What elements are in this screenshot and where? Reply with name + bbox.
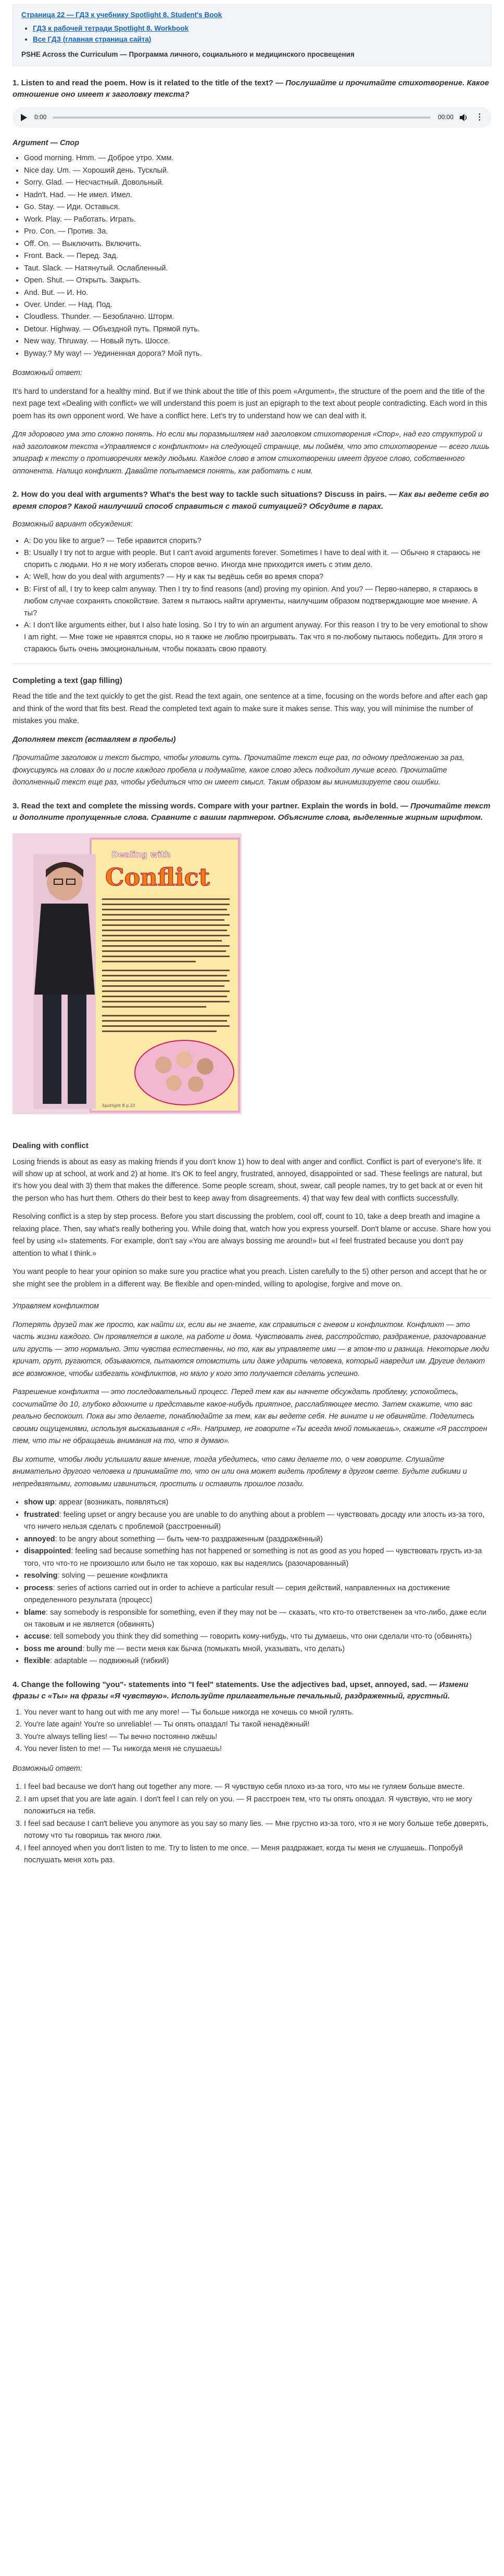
dialogue-line: • A: Do you like to argue? — Тебе нравится спорить? (24, 535, 492, 547)
list-item: • Taut. Slack. — Натянутый. Ослабленный. (24, 263, 492, 275)
more-options-icon[interactable]: ⋮ (475, 112, 483, 122)
glossary-item: • disappointed: feeling sad because something has not happened or something is not as good as you hoped — чувствовать грусть из-за того, что что-то не произошло или было не так хорошо, как вы надеялись (разочарованный) (24, 1545, 492, 1570)
list-item: • Byway.? My way! — Уединенная дорога? Мой путь. (24, 348, 492, 360)
list-item: • Nice day. Um. — Хороший день. Тусклый. (24, 165, 492, 177)
list-item: • Sorry. Glad. — Несчастный. Довольный. (24, 177, 492, 189)
list-item: • Good morning. Hmm. — Доброе утро. Хмм. (24, 152, 492, 164)
dealing-p1: Losing friends is about as easy as making friends if you don't know 1) how to deal with anger and conflict. Conflict is part of everyone's life. It will show up at school, at work and 2) at home. It's OK to feel angry, frustrated, annoyed, disappointed or sad. These feelings are natural, but it's how you deal with 3) them that makes the difference. Some people scream, shout, swear, call people names, try to get back at or even hit the person who has hurt them. Others do their best to keep away from disagreements. 4) that way few deal with conflicts successfully. (12, 1157, 483, 1203)
dealing-p2: Resolving conflict is a step by step process. Before you start discussing the problem, cool off, count to 10, take a deep breath and imagine a relaxing place. Then, say what's really bothering you. While doing that, watch how you express yourself. Don't blame or accuse. Share how you feel by using «I» statements. For example, don't say «You are always bossing me around!» but «I feel frustrated because you don't pay attention to what I think.» (12, 1213, 491, 1258)
list-item: • Pro. Con. — Против. За. (24, 226, 492, 238)
audio-time-start: 0:00 (34, 113, 47, 121)
list-item: 2. You're late again! You're so unreliable! — Ты опять опаздал! Ты такой ненадёжный! (24, 1719, 492, 1731)
q4-answers (12, 1781, 492, 1866)
possible-answer-label: Возможный ответ: (12, 1764, 82, 1773)
top-navigation-box (12, 4, 492, 66)
poem-lines (12, 152, 492, 360)
gap-text: Read the title and the text quickly to get the gist. Read the text again, one sentence at a time, focusing on the words before and after each gap and think of the word that fits best. Read the completed text again to make sure it makes sense. This way, you will minimise the number of mistakes you make. (12, 692, 488, 726)
q2-dialogue (12, 535, 492, 656)
dialogue-line: • A: I don't like arguments either, but I also hate losing. So I try to win an argument anyway. For this reason I try to be very emotional to show I am right. — Мне тоже не нравятся споры, но я также не люблю проигрывать. Так что я по-любому пытаюсь победить. Для этого я стараюсь быть очень эмоциональным, чтобы показать свою правоту. (24, 620, 492, 656)
q2-title: 2. How do you deal with arguments? What's the best way to tackle such situations? Discuss in pairs. (12, 490, 387, 499)
q3-heading (12, 801, 492, 824)
list-item: • Go. Stay. — Иди. Оставься. (24, 201, 492, 213)
gap-heading: Completing a text (gap filling) (12, 676, 122, 685)
possible-answer-label: Возможный ответ: (12, 369, 82, 378)
glossary-item: • blame: say somebody is responsible for something, even if they may not be — сказать, что кто-то ответственен за что-либо, даже если он таковым и не является (обвинять) (24, 1607, 492, 1631)
list-item: 1. I feel bad because we don't hang out together any more. — Я чувствую себя плохо из-за того, что мы не гуляем больше вместе. (24, 1781, 492, 1793)
q4-title-ru: — Измени фразы с «Ты» на фразы «Я чувствую». Используйте прилагательные печальный, раздраженный, грустный. (12, 1680, 469, 1701)
list-item (33, 23, 483, 34)
gap-text-ru: Прочитайте заголовок и текст быстро, чтобы уловить суть. Прочитайте текст еще раз, по одному предложению за раз, фокусируясь на словах до и после каждого пробела и подумайте, какое слово здесь подходит лучше всего. Прочитайте дополненный текст еще раз, чтобы убедиться что он имеет смысл. Таким образом вы минимизируете свои ошибки. (12, 754, 464, 787)
q3-title: 3. Read the text and complete the missing words. Compare with your partner. Explain the words in bold. (12, 801, 398, 810)
answer-1-en: It's hard to understand for a healthy mind. But if we think about the title of this poem «Argument», the structure of the poem and the title of the next page text «Dealing with conflict» we will understand this poem is just an epigraph to the text about people contradicting. Each word in this poem has its own opponent word. We have a conflict here. Let's try to understand how we can deal with it. (12, 387, 487, 420)
list-item: 4. I feel annoyed when you don't listen to me. Try to listen to me once. — Меня раздражает, когда ты меня не слушаешь. Попробуй послушать меня хоть раз. (24, 1843, 492, 1867)
glossary-item: • frustrated: feeling upset or angry because you are unable to do anything about a problem — чувствовать досаду или злость из-за того, что ничего нельзя сделать с проблемой (расстроенный) (24, 1509, 492, 1534)
audio-progress-track[interactable] (53, 117, 431, 119)
manage-p2: Разрешение конфликта — это последовательный процесс. Перед тем как вы начнете обсуждать проблему, успокойтесь, сосчитайте до 10, глубоко вдохните и представьте какое-нибудь приятное, расслабляющее место. Затем скажите, что вас реально беспокоит. Пока вы это делаете, понаблюдайте за тем, как вы ведете себя. Не вините и не обвиняйте. Поделитесь своими ощущениями, используя высказывания с «Я». Например, не говорите «Ты всегда мной помыкаешь», скажите «Я расстроен тем, что ты не обращаешь внимания на то, что я думаю». (12, 1388, 487, 1446)
list-item: 3. You're always telling lies! — Ты вечно постоянно лжёшь! (24, 1731, 492, 1743)
image-caption: Spotlight 8 p.22 (102, 1103, 135, 1108)
image-banner-text: Dealing with (111, 849, 171, 859)
list-item: • Over. Under. — Над. Под. (24, 299, 492, 311)
answer-1-ru: Для здорового ума это сложно понять. Но если мы поразмышляем над заголовком стихотворения «Спор», над его структурой и над заголовком текста «Управляемся с конфликтом» на следующей странице, мы поймём, что это стихотворение — всего лишь эпиграф к тексту о противоречиях между людьми. Каждое слово в этом стихотворении имеет другое слово, собственного оппонента. Налицо конфликт. Давайте попытаемся понять, как работать с ним. (12, 430, 489, 475)
q3-title-ru: — Прочитайте текст и дополните пропущенные слова. Сравните с вашим партнером. Объясните слова, выделенные жирным шрифтом. (12, 801, 490, 822)
volume-icon[interactable] (460, 114, 468, 121)
glossary-item: • accuse: tell somebody you think they did something — говорить кому-нибудь, что ты думаешь, что они сделали что-то (обвинять) (24, 1631, 492, 1643)
q4-title: 4. Change the following "you"- statements into "I feel" statements. Use the adjectives bad, upset, annoyed, sad. (12, 1680, 427, 1689)
top-links-list (21, 23, 483, 45)
list-item: 4. You never listen to me! — Ты никогда меня не слушаешь! (24, 1743, 492, 1755)
glossary-item: • boss me around: bully me — вести меня как бычка (помыкать мной, указывать, что делать) (24, 1643, 492, 1655)
q2-heading (12, 489, 492, 512)
manage-heading: Управляем конфликтом (12, 1302, 99, 1311)
q2-label: Возможный вариант обсуждения: (12, 520, 133, 529)
dealing-heading: Dealing with conflict (12, 1141, 89, 1151)
manage-p3: Вы хотите, чтобы люди услышали ваше мнение, тогда убедитесь, что сами делаете то, о чем говорите. Слушайте внимательно другого человека и принимайте то, что он или она может видеть проблему в другом свете. Будьте гибкими и непредвзятыми, готовыми извиниться, простить и оставить прошлое позади. (12, 1455, 467, 1488)
audio-player (12, 107, 492, 128)
q2-title-ru: — Как вы ведете себя во время споров? Какой наилучший способ справиться с такой ситуацией? Обсудите в парах. (12, 490, 489, 511)
list-item: • And. But. — И. Но. (24, 287, 492, 299)
glossary-item: • annoyed: to be angry about something — быть чем-то раздраженным (раздражённый) (24, 1534, 492, 1545)
section-title: PSHE Across the Curriculum — Программа личного, социального и медицинского просвещения (21, 50, 355, 58)
nav-link-students-book[interactable]: Страница 22 — ГДЗ к учебнику Spotlight 8. Student's Book (21, 11, 222, 19)
poem-title: Argument — Спор (12, 138, 80, 147)
glossary-item: • show up: appear (возникать, появляться) (24, 1497, 492, 1509)
q4-items (12, 1707, 492, 1756)
dialogue-line: • A: Well, how do you deal with arguments? — Ну и как ты ведёшь себя во время спора? (24, 571, 492, 583)
list-item: • Detour. Highway. — Объездной путь. Прямой путь. (24, 324, 492, 336)
q1-title: 1. Listen to and read the poem. How is it related to the title of the text? (12, 78, 273, 87)
manage-p1: Потерять друзей так же просто, как найти их, если вы не знаете, как справиться с гневом и конфликтом. Конфликт — это часть жизни каждого. Он проявляется в школе, на работе и дома. Чувствовать гнев, расстройство, раздражение, разочарование или грусть — это нормально. Эти чувства естественны, но то, как вы управляете ими — в этом-то и разница. Некоторые люди кричат, орут, ругаются, обзываются, пытаются отомстить или даже ударить человека, который навредил им. Другие делают все возможное, чтобы избегать конфликтов, но мало у кого это получается сделать успешно. (12, 1320, 489, 1378)
list-item: • Cloudless. Thunder. — Безоблачно. Шторм. (24, 311, 492, 323)
gap-title-ru: Дополняем текст (вставляем в пробелы) (12, 735, 176, 744)
page-nav (21, 10, 483, 21)
list-item: • New way. Thruway. — Новый путь. Шоссе. (24, 336, 492, 347)
glossary-list (12, 1497, 492, 1668)
list-item (33, 34, 483, 45)
list-item: • Hadn't. Had. — Не имел. Имел. (24, 189, 492, 201)
audio-time-end: 00:00 (437, 113, 453, 121)
dialogue-line: • B: Usually I try not to argue with people. But I can't avoid arguments forever. Sometimes I have to deal with it. — Обычно я стараюсь не спорить с людьми. Но я не могу избегать споров вечно. Иногда мне приходится иметь с этим дело. (24, 547, 492, 571)
list-item: • Off. On. — Выключить. Включить. (24, 238, 492, 250)
play-icon[interactable] (21, 114, 27, 121)
list-item: • Work. Play. — Работать. Играть. (24, 214, 492, 226)
list-item: 1. You never want to hang out with me any more! — Ты больше никогда не хочешь со мной гулять. (24, 1707, 492, 1719)
workbook-link[interactable]: ГДЗ к рабочей тетради Spotlight 8. Workbook (33, 24, 189, 32)
image-title-text: Conflict (105, 862, 210, 891)
textbook-page-image (12, 833, 242, 1114)
glossary-item: • process: series of actions carried out in order to achieve a particular result — серия действий, направленных на достижение определенного результата (процесс) (24, 1582, 492, 1607)
glossary-item: • resolving: solving — решение конфликта (24, 1570, 492, 1582)
glossary-item: • flexible: adaptable — подвижный (гибкий) (24, 1655, 492, 1667)
divider (12, 663, 492, 664)
list-item: • Front. Back. — Перед. Зад. (24, 250, 492, 262)
home-link[interactable]: Все ГДЗ (главная страница сайта) (33, 35, 152, 43)
dealing-p3: You want people to hear your opinion so make sure you practice what you preach. Listen carefully to the 5) other person and accept that he or she might see the problem in a different way. Be flexible and open-minded, willing to apologise, forgive and move on. (12, 1268, 487, 1289)
list-item: 3. I feel sad because I can't believe you anymore as you say so many lies. — Мне грустно из-за того, что я не могу больше тебе доверять, потому что ты говоришь так много лжи. (24, 1818, 492, 1843)
q4-heading (12, 1679, 492, 1703)
dialogue-line: • B: First of all, I try to keep calm anyway. Then I try to find reasons (and) proving my opinion. And you? — Перво-наперво, я стараюсь в любом случае сохранять спокойствие. Затем я пытаюсь найти аргументы, наилучшим образом подтверждающие мое мнение. А ты? (24, 584, 492, 620)
list-item: • Open. Shut. — Открыть. Закрыть. (24, 275, 492, 287)
q1-title-ru: — Послушайте и прочитайте стихотворение. Какое отношение оно имеет к заголовку текста? (12, 78, 489, 99)
list-item: 2. I am upset that you are late again. I don't feel I can rely on you. — Я расстроен тем, что ты опять опоздал. Я чувствую, что не могу положиться на тебя. (24, 1794, 492, 1818)
q1-heading (12, 78, 492, 101)
